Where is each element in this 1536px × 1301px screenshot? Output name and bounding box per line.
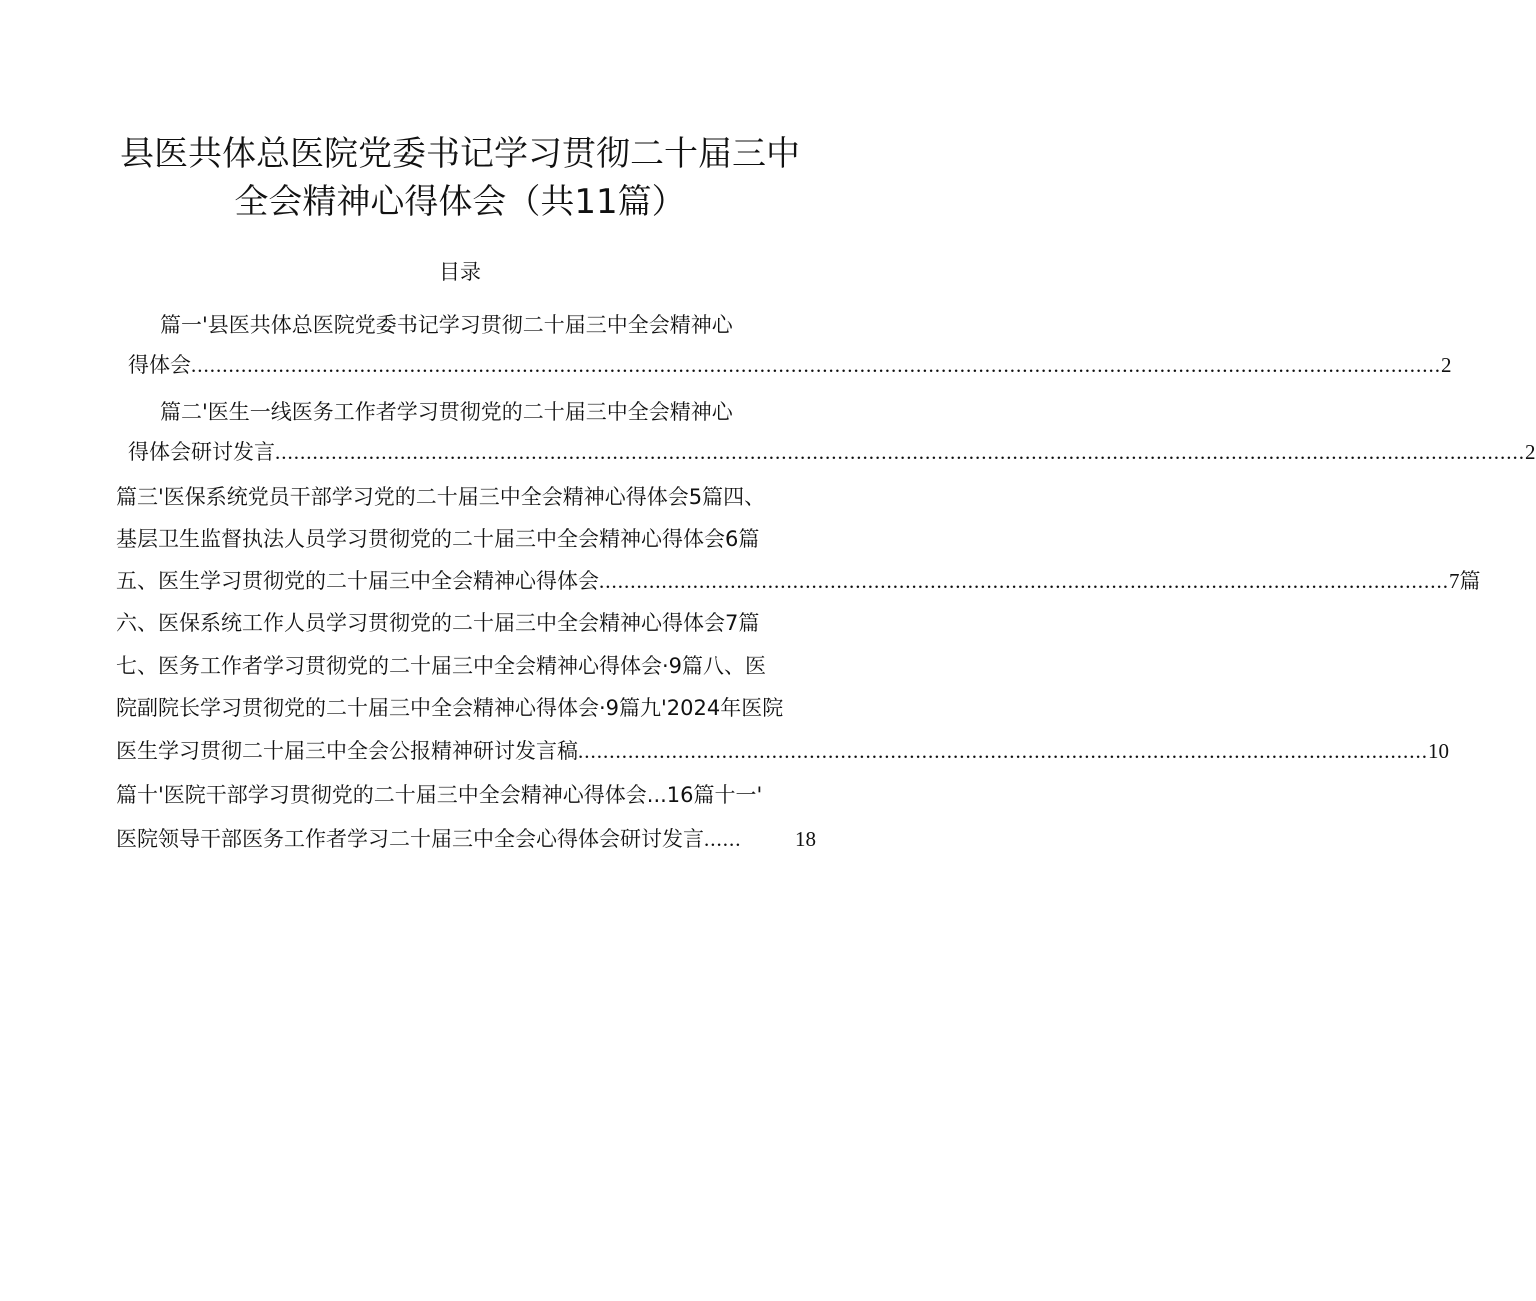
toc-entry-2-text: 得体会研讨发言 bbox=[128, 440, 275, 464]
toc-entry-9-page: 10 bbox=[1428, 739, 1449, 763]
toc-leader-dots: ........................................................................................................................................................................................................ bbox=[191, 353, 1441, 377]
toc-entry-11-text: 医院领导干部医务工作者学习二十届三中全会心得体会研讨发言 bbox=[116, 827, 704, 851]
toc-leader-dots: ........................................................................................................................................ bbox=[599, 569, 1449, 593]
toc-entry-11-page: 18 bbox=[795, 827, 816, 851]
toc-line-11[interactable] bbox=[116, 823, 816, 855]
toc-entry-1-line-2[interactable] bbox=[128, 349, 1452, 381]
toc-line-5[interactable] bbox=[116, 565, 1481, 597]
toc-line-8[interactable]: 院副院长学习贯彻党的二十届三中全会精神心得体会·9篇九'2024年医院 bbox=[116, 696, 784, 720]
toc-line-7[interactable]: 七、医务工作者学习贯彻党的二十届三中全会精神心得体会·9篇八、医 bbox=[116, 654, 767, 678]
toc-entry-1-page: 2 bbox=[1441, 353, 1452, 377]
toc-entry-9-text: 医生学习贯彻二十届三中全会公报精神研讨发言稿 bbox=[116, 739, 578, 763]
toc-line-3[interactable]: 篇三'医保系统党员干部学习党的二十届三中全会精神心得体会5篇四、 bbox=[116, 485, 766, 509]
toc-leader-dots: ........................................................................................................................................ bbox=[578, 739, 1428, 763]
toc-line-9[interactable] bbox=[116, 735, 1449, 767]
toc-entry-1-line-1[interactable]: 篇一'县医共体总医院党委书记学习贯彻二十届三中全会精神心 bbox=[160, 313, 733, 337]
toc-entry-1-text: 得体会 bbox=[128, 353, 191, 377]
toc-line-10[interactable]: 篇十'医院干部学习贯彻党的二十届三中全会精神心得体会...16篇十一' bbox=[116, 783, 763, 807]
document-title-line-1: 县医共体总医院党委书记学习贯彻二十届三中 bbox=[120, 134, 800, 174]
toc-line-4[interactable]: 基层卫生监督执法人员学习贯彻党的二十届三中全会精神心得体会6篇 bbox=[116, 527, 760, 551]
document-title-line-2: 全会精神心得体会（共11篇） bbox=[234, 182, 686, 222]
toc-line-6[interactable]: 六、医保系统工作人员学习贯彻党的二十届三中全会精神心得体会7篇 bbox=[116, 611, 760, 635]
toc-entry-2-page: 2 bbox=[1525, 440, 1536, 464]
toc-heading: 目录 bbox=[439, 260, 481, 284]
toc-entry-5-page: 7篇 bbox=[1449, 569, 1481, 593]
toc-leader-dots: ...... bbox=[704, 827, 742, 851]
toc-entry-2-line-1[interactable]: 篇二'医生一线医务工作者学习贯彻党的二十届三中全会精神心 bbox=[160, 400, 733, 424]
toc-entry-5-text: 五、医生学习贯彻党的二十届三中全会精神心得体会 bbox=[116, 569, 599, 593]
toc-entry-2-line-2[interactable] bbox=[128, 436, 1536, 468]
toc-leader-dots: ........................................................................................................................................................................................................ bbox=[275, 440, 1525, 464]
